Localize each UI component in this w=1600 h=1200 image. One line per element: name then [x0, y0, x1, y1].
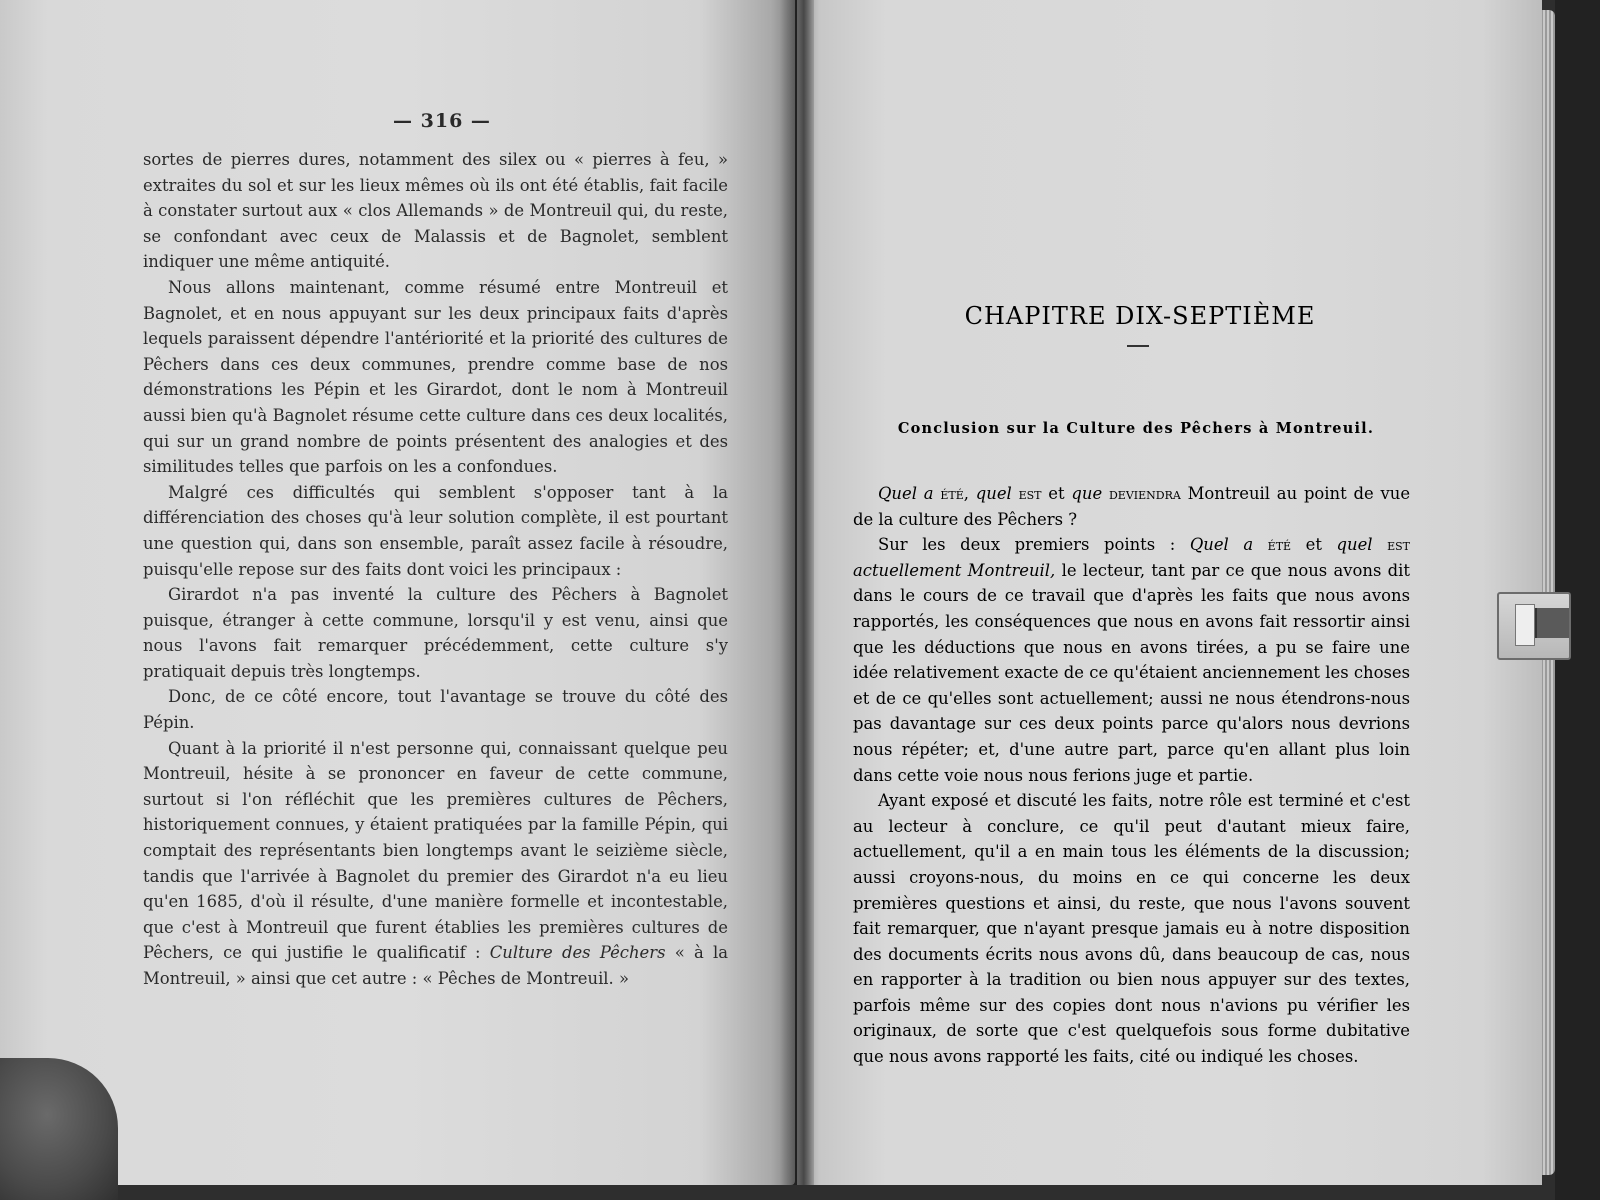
- italic-text: Quel a: [878, 484, 934, 503]
- paragraph: Ayant exposé et discuté les faits, notre rôle est terminé et c'est au lecteur à conclure, ce qu'il peut d'autant mieux faire, actuellement, qu'il a en main tous les éléments de la discussion; aussi croyons-nous, du moins en ce qui concerne les deux premières questions et ainsi, du reste, que nous l'avons souvent fait remarquer, que n'ayant presque jamais eu à notre disposition des documents écrits nous avons dû, dans beaucoup de cas, nous en rapporter à la tradition ou bien nous appuyer sur des textes, parfois même sur des copies dont nous n'avions pu vérifier les originaux, de sorte que c'est quelquefois sous forme dubitative que nous avons rapporté les faits, cité ou indiqué les choses.: [853, 791, 1410, 1067]
- small-caps-text: été,: [933, 484, 976, 503]
- small-caps-text: est: [1372, 535, 1410, 555]
- right-page-text: [853, 481, 1410, 1070]
- title-rule: [1127, 345, 1149, 347]
- paragraph-text: Quant à la priorité il n'est personne qui, connaissant quelque peu Montreuil, hésite à se prononcer en faveur de cette commune, surtout si l'on réfléchit que les premières cultures de Pêchers, historiquement connues, y étaient pratiquées par la famille Pépin, qui comptait des représentants bien longtemps avant le seizième siècle, tandis que l'arrivée à Bagnolet du premier des Girardot n'a eu lieu qu'en 1685, d'où il résulte, d'une manière formelle et incontestable, que c'est à Montreuil que furent établies les premières cultures de Pêchers, ce qui justifie le qualificatif :: [143, 738, 728, 963]
- paragraph: [143, 736, 728, 992]
- italic-text: quel: [975, 484, 1012, 503]
- page-number: — 316 —: [393, 110, 491, 132]
- paragraph-text: le lecteur, tant par ce que nous avons dit dans le cours de ce travail que d'après les faits que nous avons rapportés, les conséquences que nous en avons fait ressortir ainsi que les déductions que nous en avons tirées, a pu se faire une idée relativement exacte de ce qu'étaient anciennement les choses et de ce qu'elles sont actuellement; aussi ne nous étendrons-nous pas davantage sur ces deux points parce qu'alors nous devrions nous répéter; et, d'une autre part, parce qu'en allant plus loin dans cette voie nous nous ferions juge et partie.: [853, 560, 1411, 785]
- italic-text: Quel a: [1189, 535, 1254, 555]
- left-page: [0, 0, 795, 1185]
- section-heading: Conclusion sur la Culture des Pêchers à Montreuil.: [897, 420, 1375, 437]
- clip-strip: [1535, 608, 1569, 638]
- paragraph: Donc, de ce côté encore, tout l'avantage se trouve du côté des Pépin.: [143, 687, 728, 733]
- gutter-shadow: [780, 0, 814, 1185]
- italic-text: quel: [1336, 535, 1373, 555]
- small-caps-text: est: [1011, 484, 1049, 503]
- paragraph: [853, 532, 1410, 788]
- paragraph-text: et: [1305, 535, 1337, 555]
- clip-window: [1515, 604, 1535, 646]
- small-caps-text: deviendra: [1102, 484, 1188, 503]
- italic-text: actuellement Montreuil,: [853, 560, 1056, 580]
- paragraph: sortes de pierres dures, notamment des silex ou « pierres à feu, » extraites du sol et sur les lieux mêmes où ils ont été établis, fait facile à constater surtout aux « clos Allemands » de Montreuil qui, du reste, se confondant avec ceux de Malassis et de Bagnolet, semblent indiquer une même antiquité.: [143, 150, 728, 272]
- italic-text: que: [1071, 484, 1103, 503]
- small-caps-text: été: [1253, 535, 1306, 555]
- italic-text: Culture des Pêchers: [489, 943, 666, 963]
- paragraph: Malgré ces difficultés qui semblent s'opposer tant à la différenciation des choses qu'à leur solution complète, il est pourtant une question qui, dans son ensemble, paraît assez facile à résoudre, puisqu'elle repose sur des faits dont voici les principaux :: [143, 482, 728, 579]
- paragraph-text: et: [1048, 484, 1072, 503]
- paragraph: Girardot n'a pas inventé la culture des Pêchers à Bagnolet puisque, étranger à cette commune, lorsqu'il y est venu, ainsi que nous l'avons fait remarquer précédemment, cette culture s'y pratiquait depuis très longtemps.: [143, 585, 728, 681]
- paragraph: [853, 481, 1410, 532]
- paragraph: Nous allons maintenant, comme résumé entre Montreuil et Bagnolet, et en nous appuyant sur les deux principaux faits d'après lequels paraissent dépendre l'antériorité et la priorité des cultures de Pêchers dans ces deux communes, prendre comme base de nos démonstrations les Pépin et les Girardot, dont le nom à Montreuil aussi bien qu'à Bagnolet résume cette culture dans ces deux localités, qui sur un grand nombre de points présentent des analogies et des similitudes telles que parfois on les a confondues.: [143, 277, 728, 477]
- left-page-text: [143, 147, 728, 992]
- paragraph-text: « à la Montreuil, » ainsi que cet autre : « Pêches de Montreuil. »: [143, 943, 729, 988]
- bookmark-clip: [1497, 592, 1571, 660]
- paragraph-text: Montreuil au point de vue de la culture des Pêchers ?: [853, 484, 1411, 529]
- paragraph-text: Sur les deux premiers points :: [878, 535, 1190, 555]
- chapter-title: CHAPITRE DIX-SEPTIÈME: [964, 302, 1316, 330]
